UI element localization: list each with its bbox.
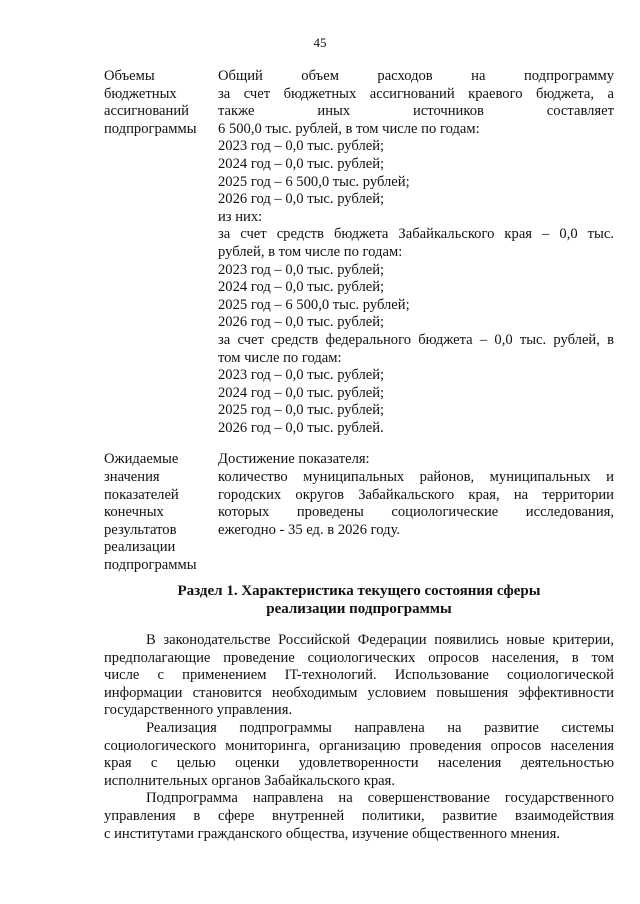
passport-label-line: подпрограммы: [104, 120, 197, 137]
passport-value-line: 2023 год – 0,0 тыс. рублей;: [218, 138, 385, 155]
section-title-line: Раздел 1. Характеристика текущего состояния сферы: [177, 583, 541, 599]
paragraph-line: Реализация подпрограммы направлена на развитие системы: [146, 719, 614, 736]
passport-value-line: Достижение показателя:: [218, 451, 370, 468]
passport-label-line: реализации: [104, 539, 176, 556]
page-number: 45: [313, 35, 327, 50]
passport-label-line: Объемы: [104, 68, 155, 84]
passport-value-line: из них:: [218, 208, 263, 225]
passport-value-line: ежегодно - 35 ед. в 2026 году.: [218, 521, 401, 538]
passport-label-line: значения: [104, 469, 160, 486]
paragraph-line: с институтами гражданского общества, изучение общественного мнения.: [104, 825, 561, 842]
passport-label-line: подпрограммы: [104, 557, 197, 574]
paragraph-line: Подпрограмма направлена на совершенствование государственного: [146, 790, 614, 807]
passport-value-line: 6 500,0 тыс. рублей, в том числе по годам:: [218, 120, 480, 137]
passport-value-line: 2026 год – 0,0 тыс. рублей.: [218, 419, 384, 436]
passport-value-line: Общий объем расходов на подпрограмму: [218, 68, 614, 84]
paragraph-line: управления в сфере внутренней политики, развитие взаимодействия: [104, 807, 614, 824]
passport-value-line: 2024 год – 0,0 тыс. рублей;: [218, 279, 385, 296]
passport-value-line: за счет средств федерального бюджета – 0,0 тыс. рублей, в: [218, 331, 614, 348]
passport-value-line: 2026 год – 0,0 тыс. рублей;: [218, 314, 385, 331]
paragraph-line: социологического мониторинга, организацию проведения опросов населения: [104, 737, 614, 754]
passport-label-line: Ожидаемые: [104, 451, 179, 468]
paragraph-line: края с целью оценки удовлетворенности населения деятельностью: [104, 755, 614, 772]
passport-value-expected-results: [218, 451, 614, 574]
passport-value-line: 2026 год – 0,0 тыс. рублей;: [218, 191, 385, 208]
passport-value-line: количество муниципальных районов, муниципальных и: [218, 469, 614, 486]
passport-label-line: бюджетных: [104, 85, 177, 102]
passport-label-budget-volumes: [104, 68, 218, 437]
passport-value-line: рублей, в том числе по годам:: [218, 243, 403, 260]
paragraph-line: предполагающие проведение социологических опросов населения, в том: [104, 649, 614, 666]
passport-value-line: за счет бюджетных ассигнований краевого бюджета, а: [218, 85, 614, 102]
subprogram-passport-table: [104, 68, 614, 575]
paragraph-line: числе с применением IT-технологий. Использование социологической: [104, 667, 614, 684]
passport-value-line: 2025 год – 0,0 тыс. рублей;: [218, 402, 385, 419]
passport-value-budget-volumes: [218, 68, 614, 437]
passport-label-expected-results: [104, 451, 218, 574]
passport-value-line: том числе по годам:: [218, 349, 342, 366]
passport-row-budget-volumes: [104, 68, 614, 437]
passport-row-expected-results: [104, 451, 614, 574]
passport-label-line: ассигнований: [104, 103, 189, 120]
passport-label-line: конечных: [104, 504, 164, 521]
passport-value-line: также иных источников составляет: [218, 103, 614, 120]
passport-value-line: которых проведены социологические исследования,: [218, 504, 614, 521]
passport-value-line: 2025 год – 6 500,0 тыс. рублей;: [218, 296, 410, 313]
paragraph-line: исполнительных органов Забайкальского края.: [104, 772, 395, 789]
section-body-text: [104, 632, 614, 843]
passport-label-line: результатов: [104, 521, 177, 538]
passport-value-line: 2023 год – 0,0 тыс. рублей;: [218, 261, 385, 278]
passport-value-line: 2024 год – 0,0 тыс. рублей;: [218, 155, 385, 172]
paragraph: [104, 720, 614, 790]
passport-label-line: показателей: [104, 486, 179, 503]
passport-value-line: городских округов Забайкальского края, на территории: [218, 486, 614, 503]
passport-value-line: за счет средств бюджета Забайкальского края – 0,0 тыс.: [218, 226, 614, 243]
paragraph: [104, 632, 614, 720]
passport-value-line: 2023 год – 0,0 тыс. рублей;: [218, 367, 385, 384]
paragraph-line: информации становится необходимым условием повышения эффективности: [104, 684, 614, 701]
section-title: [104, 582, 614, 618]
paragraph-line: государственного управления.: [104, 702, 293, 719]
passport-value-line: 2024 год – 0,0 тыс. рублей;: [218, 384, 385, 401]
passport-value-line: 2025 год – 6 500,0 тыс. рублей;: [218, 173, 410, 190]
section-title-line: реализации подпрограммы: [266, 601, 452, 617]
paragraph-line: В законодательстве Российской Федерации появились новые критерии,: [146, 632, 614, 648]
paragraph: [104, 790, 614, 843]
